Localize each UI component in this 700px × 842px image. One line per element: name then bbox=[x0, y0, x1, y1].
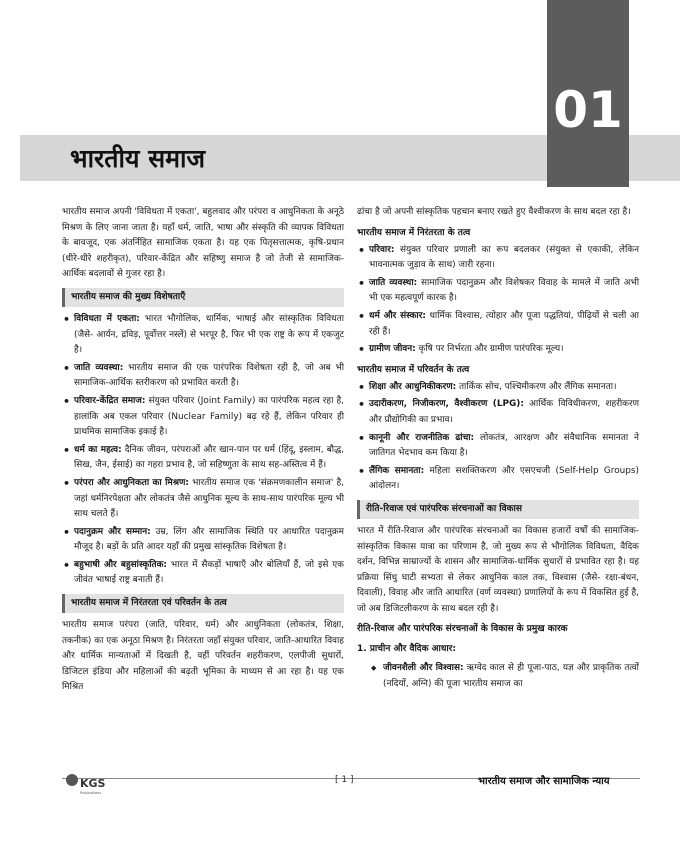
continuity-change-heading: भारतीय समाज में निरंतरता एवं परिवर्तन के तत्व bbox=[62, 594, 344, 613]
page-number: [ 1 ] bbox=[335, 775, 354, 785]
list-item-term: शिक्षा और आधुनिकीकरण: bbox=[369, 381, 457, 392]
list-item-text: धार्मिक विश्वास, त्योहार और पूजा पद्धतियां, पीढ़ियों से चली आ रही हैं। bbox=[369, 310, 639, 337]
footer-book-title: भारतीय समाज और सामाजिक न्याय bbox=[478, 776, 610, 787]
list-item bbox=[357, 243, 639, 274]
list-item-text: लोकतंत्र, आरक्षण और संवैधानिक समानता ने जातिगत भेदभाव कम किया है। bbox=[369, 432, 639, 459]
chapter-number: 01 bbox=[553, 81, 623, 139]
list-item-text: तार्किक सोच, पश्चिमीकरण और लैंगिक समानता। bbox=[456, 381, 617, 392]
list-item bbox=[357, 397, 639, 428]
list-item-term: बहुभाषी और बहुसांस्कृतिक: bbox=[74, 559, 167, 570]
list-item-term: जीवनशैली और विश्वास: bbox=[383, 663, 464, 674]
list-item-term: कानूनी और राजनीतिक ढांचा: bbox=[369, 432, 475, 443]
continuity-heading: भारतीय समाज में निरंतरता के तत्व bbox=[357, 227, 471, 238]
change-heading: भारतीय समाज में परिवर्तन के तत्व bbox=[357, 364, 470, 375]
list-item-text: संयुक्त परिवार प्रणाली का रूप बदलकर (संयुक्त से एकाकी, लेकिन भावनात्मक जुड़ाव के साथ) जारी रहना। bbox=[369, 244, 639, 271]
list-item-text: भारत भौगोलिक, धार्मिक, भाषाई और सांस्कृतिक विविधता (जैसे- आर्यन, द्रविड़, पूर्वोत्तर नस्लें) से भरपूर है, फिर भी एक राष्ट्र के रूप में एकजुट है। bbox=[74, 313, 344, 356]
list-item bbox=[357, 431, 639, 462]
list-item-text: उम्र, लिंग और सामाजिक स्थिति पर आधारित पदानुक्रम मौजूद है। बड़ों के प्रति आदर यहाँ की प्रमुख सांस्कृतिक विशेषता है। bbox=[74, 526, 344, 553]
continuity-change-paragraph-continued: ढांचा है जो अपनी सांस्कृतिक पहचान बनाए रखते हुए वैश्वीकरण के साथ बदल रहा है। bbox=[357, 207, 631, 217]
logo-subtext: Publications bbox=[80, 791, 102, 795]
list-item bbox=[357, 380, 639, 396]
list-item-text: कृषि पर निर्भरता और ग्रामीण पारंपरिक मूल्य। bbox=[415, 344, 564, 355]
list-item-term: उदारीकरण, निजीकरण, वैश्वीकरण (LPG): bbox=[369, 399, 524, 410]
right-column bbox=[357, 205, 639, 694]
factors-heading: रीति-रिवाज और पारंपरिक संरचनाओं के विकास के प्रमुख कारक bbox=[357, 624, 568, 635]
logo-mark-icon bbox=[66, 774, 78, 786]
list-item bbox=[62, 394, 344, 441]
customs-heading: रीति-रिवाज एवं पारंपरिक संरचनाओं का विकास bbox=[357, 500, 639, 519]
list-item bbox=[62, 312, 344, 359]
list-item-term: पदानुक्रम और सम्मान: bbox=[74, 526, 151, 537]
chapter-title: भारतीय समाज bbox=[70, 144, 206, 173]
features-list bbox=[62, 312, 344, 589]
list-item bbox=[357, 309, 639, 340]
list-item bbox=[357, 464, 639, 495]
list-item-text: भारतीय समाज एक 'संक्रमणकालीन समाज' है, जहां धर्मनिरपेक्षता और लोकतंत्र जैसे आधुनिक मूल्य के साथ-साथ पारंपरिक मूल्य भी साथ चलते हैं। bbox=[74, 477, 344, 520]
list-item bbox=[62, 525, 344, 556]
list-item bbox=[357, 276, 639, 307]
chapter-number-box bbox=[547, 0, 629, 187]
list-item-text: संयुक्त परिवार (Joint Family) का पारंपरिक महत्व रहा है, हालांकि अब एकल परिवार (Nuclear Family) बढ़ रहे हैं, लेकिन परिवार ही प्राथमिक सामाजिक इकाई है। bbox=[74, 395, 344, 438]
factors-sub-heading: 1. प्राचीन और वैदिक आधार: bbox=[357, 644, 456, 655]
list-item bbox=[357, 661, 639, 692]
list-item-term: जाति व्यवस्था: bbox=[369, 277, 418, 288]
list-item-text: सामाजिक पदानुक्रम और विशेषकर विवाह के मामले में जाति अभी भी एक महत्वपूर्ण कारक है। bbox=[369, 277, 639, 304]
change-list bbox=[357, 380, 639, 495]
publisher-logo bbox=[66, 772, 105, 796]
list-item-text: भारतीय समाज की एक पारंपरिक विशेषता रही है, जो अब भी सामाजिक-आर्थिक स्तरीकरण को प्रभावित करती है। bbox=[74, 362, 344, 389]
factors-list bbox=[357, 661, 639, 692]
intro-paragraph: भारतीय समाज अपनी 'विविधता में एकता', बहुलवाद और परंपरा व आधुनिकता के अनूठे मिश्रण के लिए जाना जाता है। यहाँ धर्म, जाति, भाषा और संस्कृति की व्यापक विविधता के बावजूद, एक अंतर्निहित सामाजिक एकता है। यह एक पितृसत्तात्मक, कृषि-प्रधान (धीरे-धीरे शहरीकृत), परिवार-केंद्रित और सहिष्णु समाज है जो तेजी से सामाजिक-आर्थिक बदलावों से गुजर रहा है। bbox=[62, 207, 344, 280]
list-item-term: ग्रामीण जीवन: bbox=[369, 344, 416, 355]
chapter-title-band bbox=[20, 135, 547, 181]
list-item-text: आर्थिक विविधीकरण, शहरीकरण और प्रौद्योगिकी का प्रभाव। bbox=[369, 399, 640, 425]
list-item-text: भारत में सैकड़ों भाषाएँ और बोलियाँ हैं, जो इसे एक जीवंत भाषाई राष्ट्र बनाती हैं। bbox=[74, 559, 344, 586]
list-item-term: जाति व्यवस्था: bbox=[74, 362, 124, 373]
list-item bbox=[62, 558, 344, 589]
logo-text: KGS bbox=[80, 777, 106, 790]
list-item-term: परिवार-केंद्रित समाज: bbox=[74, 395, 146, 406]
chapter-title-band-right bbox=[629, 135, 680, 181]
list-item-term: विविधता में एकता: bbox=[74, 313, 140, 324]
features-heading: भारतीय समाज की मुख्य विशेषताएँ bbox=[62, 288, 344, 307]
list-item-text: ऋग्वेद काल से ही पूजा-पाठ, यज्ञ और प्राकृतिक तत्वों (नदियों, अग्नि) की पूजा भारतीय समाज का bbox=[383, 663, 639, 689]
list-item bbox=[357, 342, 639, 358]
list-item-text: दैनिक जीवन, परंपराओं और खान-पान पर धर्म (हिंदू, इस्लाम, बौद्ध, सिख, जैन, ईसाई) का गहरा प्रभाव है, जो सहिष्णुता के साथ सह-अस्तित्व में हैं। bbox=[74, 444, 345, 471]
list-item bbox=[62, 476, 344, 523]
customs-paragraph: भारत में रीति-रिवाज और पारंपरिक संरचनाओं का विकास हजारों वर्षों की सामाजिक-सांस्कृतिक विकास यात्रा का परिणाम है, जो मुख्य रूप से भौगोलिक विविधता, वैदिक दर्शन, विभिन्न साम्राज्यों के शासन और सामाजिक-धार्मिक सुधारों से प्रभावित रहा है। यह प्रक्रिया सिंधु घाटी सभ्यता से लेकर आधुनिक काल तक, विश्वास (जैसे- रक्षा-बंधन, दिवाली), विवाह और जाति आधारित (वर्ण व्यवस्था) प्रणालियों के रूप में विकसित हुई है, जो अब डिजिटलीकरण के साथ बदल रही है। bbox=[357, 525, 639, 614]
list-item-term: लैंगिक समानता: bbox=[369, 465, 425, 476]
left-column bbox=[62, 205, 344, 696]
continuity-change-paragraph: भारतीय समाज परंपरा (जाति, परिवार, धर्म) और आधुनिकता (लोकतंत्र, शिक्षा, तकनीक) का एक अनूठा मिश्रण है। निरंतरता जहाँ संयुक्त परिवार, जाति-आधारित विवाह और धार्मिक मान्यताओं में दिखती है, वहीं परिवर्तन शहरीकरण, एलपीजी सुधारों, डिजिटल इंडिया और महिलाओं की बढ़ती भूमिका के माध्यम से आ रहा है। यह एक मिश्रित bbox=[62, 620, 344, 693]
list-item bbox=[62, 361, 344, 392]
list-item-term: परंपरा और आधुनिकता का मिश्रण: bbox=[74, 477, 189, 488]
continuity-list bbox=[357, 243, 639, 358]
list-item-term: परिवार: bbox=[369, 244, 395, 255]
list-item-text: महिला सशक्तिकरण और एसएचजी (Self-Help Groups) आंदोलन। bbox=[369, 465, 640, 492]
list-item bbox=[62, 443, 344, 474]
list-item-term: धर्म का महत्व: bbox=[74, 444, 122, 455]
list-item-term: धर्म और संस्कार: bbox=[369, 310, 426, 321]
